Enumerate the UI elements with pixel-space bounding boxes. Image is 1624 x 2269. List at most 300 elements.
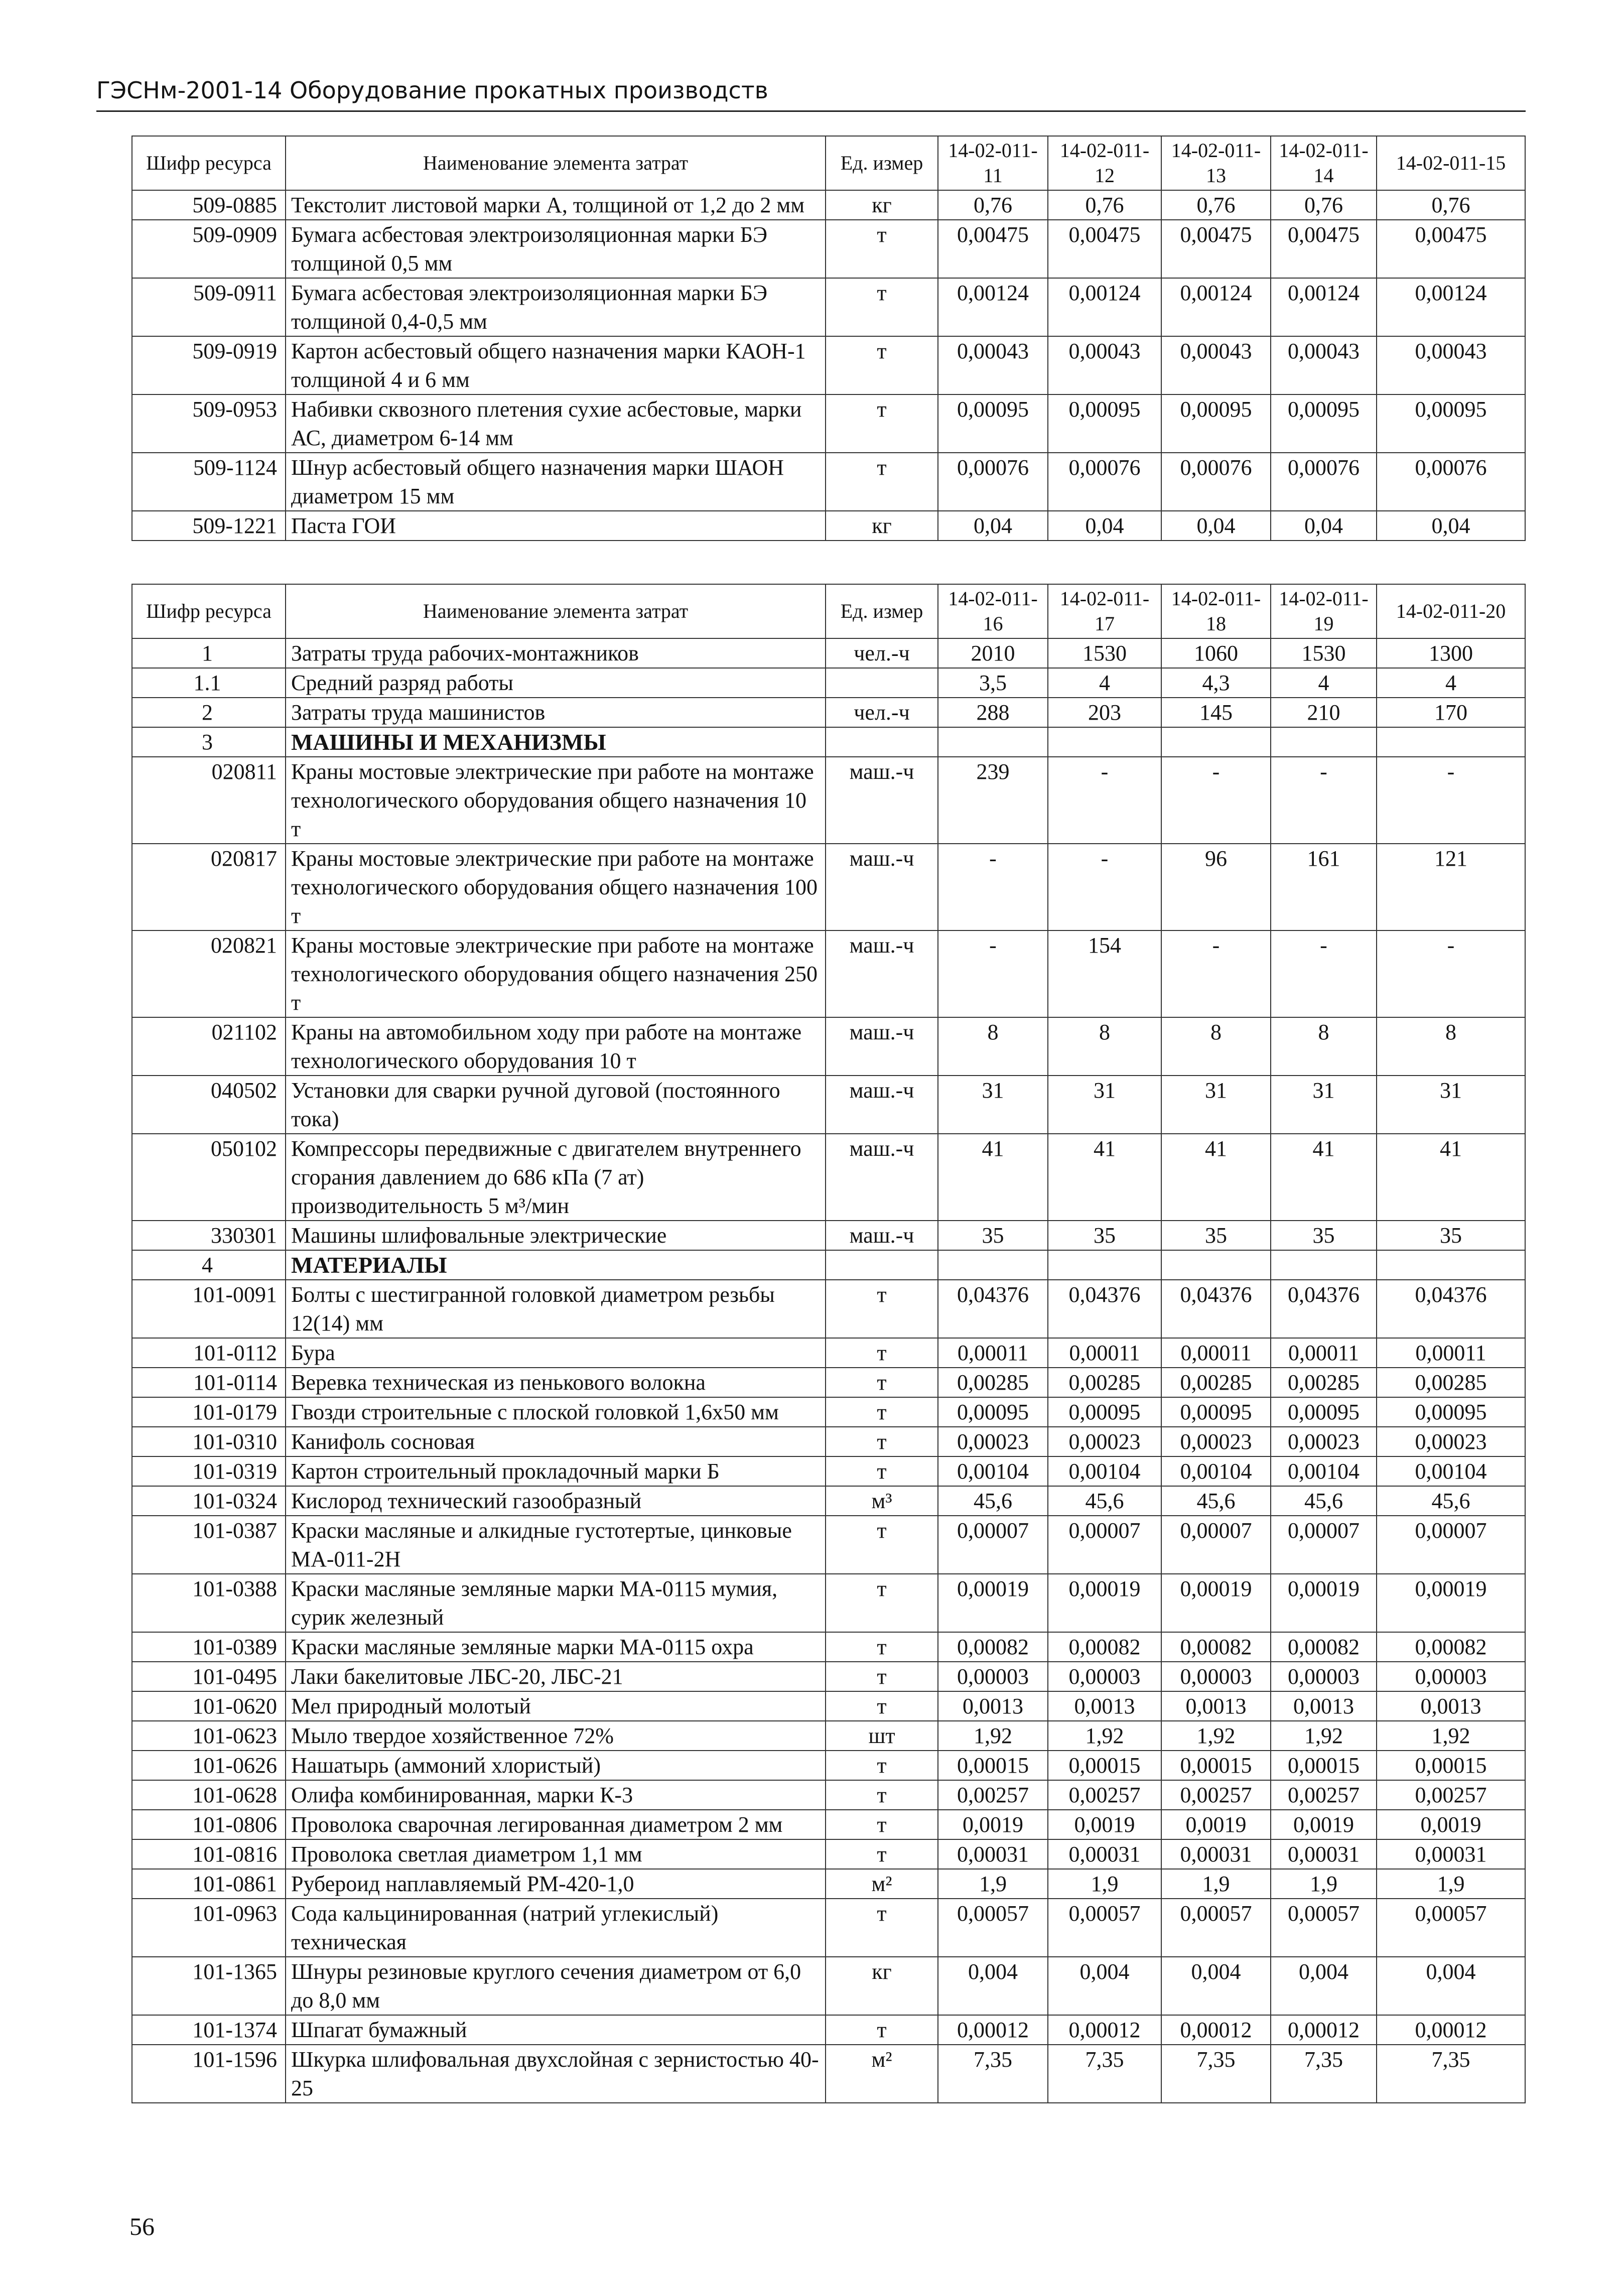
value-cell: 0,00095 bbox=[1048, 1397, 1161, 1427]
value-cell: 0,00124 bbox=[1161, 278, 1271, 336]
value-cell: 170 bbox=[1377, 698, 1525, 727]
unit-cell: маш.-ч bbox=[826, 1076, 938, 1134]
resource-code-cell: 509-0885 bbox=[132, 190, 286, 220]
value-cell: 0,00057 bbox=[1377, 1899, 1525, 1957]
value-cell: 0,00023 bbox=[1271, 1427, 1377, 1456]
resource-name-cell: Компрессоры передвижные с двигателем внутреннего сгорания давлением до 686 кПа (7 ат) производительность 5 м³/мин bbox=[286, 1134, 826, 1221]
value-cell: 8 bbox=[938, 1017, 1048, 1076]
value-cell bbox=[1271, 1250, 1377, 1280]
value-cell: 0,00019 bbox=[938, 1574, 1048, 1632]
page-number: 56 bbox=[129, 2212, 155, 2240]
table-row bbox=[132, 453, 1525, 511]
resource-code-cell: 101-0816 bbox=[132, 1839, 286, 1869]
value-cell: 0,00057 bbox=[1161, 1899, 1271, 1957]
value-cell: 0,00007 bbox=[1271, 1516, 1377, 1574]
resource-code-cell: 101-0620 bbox=[132, 1691, 286, 1721]
value-cell: 0,00007 bbox=[1048, 1516, 1161, 1574]
resource-code-cell: 1.1 bbox=[132, 668, 286, 698]
resource-name-cell: Сода кальцинированная (натрий углекислый) техническая bbox=[286, 1899, 826, 1957]
resource-name-cell: Машины шлифовальные электрические bbox=[286, 1221, 826, 1250]
unit-cell: кг bbox=[826, 190, 938, 220]
unit-cell: т bbox=[826, 1456, 938, 1486]
value-cell: - bbox=[1377, 930, 1525, 1017]
resource-name-cell: Затраты труда машинистов bbox=[286, 698, 826, 727]
value-cell: 0,0013 bbox=[1377, 1691, 1525, 1721]
value-cell: 0,00019 bbox=[1271, 1574, 1377, 1632]
resource-code-cell: 509-0911 bbox=[132, 278, 286, 336]
value-cell: 0,00124 bbox=[938, 278, 1048, 336]
value-cell: - bbox=[1161, 757, 1271, 844]
resource-name-cell: Паста ГОИ bbox=[286, 511, 826, 541]
table-row bbox=[132, 1839, 1525, 1869]
value-cell: 0,00003 bbox=[1271, 1662, 1377, 1691]
value-cell: 31 bbox=[1271, 1076, 1377, 1134]
table-row bbox=[132, 1691, 1525, 1721]
resource-code-cell: 040502 bbox=[132, 1076, 286, 1134]
table-row bbox=[132, 1810, 1525, 1839]
value-cell: 0,00257 bbox=[1161, 1780, 1271, 1810]
value-cell: 0,00082 bbox=[938, 1632, 1048, 1662]
resource-code-cell: 4 bbox=[132, 1250, 286, 1280]
value-cell: - bbox=[1161, 930, 1271, 1017]
value-cell: 145 bbox=[1161, 698, 1271, 727]
table-row bbox=[132, 511, 1525, 541]
value-cell: 1,9 bbox=[1048, 1869, 1161, 1899]
value-cell: 7,35 bbox=[1048, 2045, 1161, 2103]
value-cell: 0,00023 bbox=[1048, 1427, 1161, 1456]
value-cell: 1,9 bbox=[938, 1869, 1048, 1899]
table-row bbox=[132, 1869, 1525, 1899]
resource-name-cell: Картон строительный прокладочный марки Б bbox=[286, 1456, 826, 1486]
value-cell: 0,00011 bbox=[1271, 1338, 1377, 1368]
value-cell: 0,0013 bbox=[1161, 1691, 1271, 1721]
table-row bbox=[132, 1662, 1525, 1691]
table-row bbox=[132, 1456, 1525, 1486]
section-row bbox=[132, 1250, 1525, 1280]
resource-name-cell: Краски масляные земляные марки МА-0115 мумия, сурик железный bbox=[286, 1574, 826, 1632]
value-cell: 154 bbox=[1048, 930, 1161, 1017]
resource-code-cell: 509-0909 bbox=[132, 220, 286, 278]
value-cell: 0,00011 bbox=[938, 1338, 1048, 1368]
value-cell: 1,92 bbox=[1377, 1721, 1525, 1751]
resource-name-cell: Краны мостовые электрические при работе на монтаже технологического оборудования общего назначения 10 т bbox=[286, 757, 826, 844]
value-cell: 45,6 bbox=[1161, 1486, 1271, 1516]
resource-code-cell: 020811 bbox=[132, 757, 286, 844]
value-cell: 0,00076 bbox=[1271, 453, 1377, 511]
value-cell: - bbox=[1271, 930, 1377, 1017]
value-cell: 0,00257 bbox=[938, 1780, 1048, 1810]
table-2-body bbox=[132, 638, 1525, 2103]
unit-cell: т bbox=[826, 1397, 938, 1427]
value-cell: 0,04 bbox=[1048, 511, 1161, 541]
value-cell: 0,00475 bbox=[1161, 220, 1271, 278]
value-cell bbox=[1048, 1250, 1161, 1280]
value-cell: 203 bbox=[1048, 698, 1161, 727]
resource-code-cell: 101-0319 bbox=[132, 1456, 286, 1486]
value-cell: 0,00475 bbox=[1048, 220, 1161, 278]
value-cell: 0,04 bbox=[1271, 511, 1377, 541]
resource-table-1 bbox=[131, 136, 1525, 541]
resource-name-cell: Болты с шестигранной головкой диаметром резьбы 12(14) мм bbox=[286, 1280, 826, 1338]
value-cell: 45,6 bbox=[938, 1486, 1048, 1516]
resource-name-cell: Канифоль сосновая bbox=[286, 1427, 826, 1456]
unit-cell bbox=[826, 1250, 938, 1280]
column-header-norm: 14-02-011-13 bbox=[1161, 136, 1271, 190]
table-1-body bbox=[132, 190, 1525, 541]
value-cell: 31 bbox=[938, 1076, 1048, 1134]
unit-cell: т bbox=[826, 453, 938, 511]
value-cell: 0,00012 bbox=[1377, 2015, 1525, 2045]
value-cell: 0,00104 bbox=[1161, 1456, 1271, 1486]
value-cell: 0,00023 bbox=[1161, 1427, 1271, 1456]
unit-cell: т bbox=[826, 1574, 938, 1632]
value-cell: 0,04 bbox=[1161, 511, 1271, 541]
resource-name-cell: Лаки бакелитовые ЛБС-20, ЛБС-21 bbox=[286, 1662, 826, 1691]
value-cell: 0,76 bbox=[938, 190, 1048, 220]
unit-cell: маш.-ч bbox=[826, 757, 938, 844]
value-cell: 35 bbox=[1048, 1221, 1161, 1250]
value-cell: 7,35 bbox=[1271, 2045, 1377, 2103]
section-title: МАШИНЫ И МЕХАНИЗМЫ bbox=[286, 727, 826, 757]
resource-code-cell: 101-0091 bbox=[132, 1280, 286, 1338]
value-cell: 0,00285 bbox=[938, 1368, 1048, 1397]
resource-code-cell: 101-0495 bbox=[132, 1662, 286, 1691]
resource-name-cell: Картон асбестовый общего назначения марки КАОН-1 толщиной 4 и 6 мм bbox=[286, 336, 826, 394]
unit-cell: м² bbox=[826, 1869, 938, 1899]
value-cell: 45,6 bbox=[1048, 1486, 1161, 1516]
resource-name-cell: Текстолит листовой марки А, толщиной от 1,2 до 2 мм bbox=[286, 190, 826, 220]
value-cell: 0,004 bbox=[1377, 1957, 1525, 2015]
value-cell: 0,00082 bbox=[1271, 1632, 1377, 1662]
table-row bbox=[132, 757, 1525, 844]
unit-cell bbox=[826, 727, 938, 757]
table-row bbox=[132, 1486, 1525, 1516]
value-cell: 0,00007 bbox=[1161, 1516, 1271, 1574]
value-cell: 288 bbox=[938, 698, 1048, 727]
resource-name-cell: Шпагат бумажный bbox=[286, 2015, 826, 2045]
resource-name-cell: Средний разряд работы bbox=[286, 668, 826, 698]
value-cell: 0,00007 bbox=[1377, 1516, 1525, 1574]
unit-cell: т bbox=[826, 1368, 938, 1397]
value-cell: 1530 bbox=[1048, 638, 1161, 668]
resource-name-cell: Краны на автомобильном ходу при работе на монтаже технологического оборудования 10 т bbox=[286, 1017, 826, 1076]
resource-code-cell: 101-1365 bbox=[132, 1957, 286, 2015]
resource-code-cell: 101-0112 bbox=[132, 1338, 286, 1368]
unit-cell: чел.-ч bbox=[826, 698, 938, 727]
value-cell: 0,0019 bbox=[1048, 1810, 1161, 1839]
resource-name-cell: Краски масляные земляные марки МА-0115 охра bbox=[286, 1632, 826, 1662]
unit-cell: т bbox=[826, 2015, 938, 2045]
value-cell: 0,04376 bbox=[1377, 1280, 1525, 1338]
value-cell: 0,00012 bbox=[1161, 2015, 1271, 2045]
resource-name-cell: Краны мостовые электрические при работе на монтаже технологического оборудования общего назначения 100 т bbox=[286, 844, 826, 930]
value-cell: 0,00031 bbox=[1271, 1839, 1377, 1869]
resource-code-cell: 101-0806 bbox=[132, 1810, 286, 1839]
value-cell: 0,00043 bbox=[1161, 336, 1271, 394]
unit-cell: т bbox=[826, 1810, 938, 1839]
resource-code-cell: 020821 bbox=[132, 930, 286, 1017]
unit-cell: т bbox=[826, 336, 938, 394]
value-cell: 0,00095 bbox=[938, 394, 1048, 453]
value-cell: 0,0019 bbox=[938, 1810, 1048, 1839]
value-cell: 0,0019 bbox=[1377, 1810, 1525, 1839]
value-cell bbox=[1161, 727, 1271, 757]
resource-code-cell: 101-0389 bbox=[132, 1632, 286, 1662]
table-2-header-row bbox=[132, 584, 1525, 638]
resource-name-cell: Гвозди строительные с плоской головкой 1,6х50 мм bbox=[286, 1397, 826, 1427]
value-cell: 0,00104 bbox=[1048, 1456, 1161, 1486]
value-cell: 0,00104 bbox=[1377, 1456, 1525, 1486]
table-row bbox=[132, 1221, 1525, 1250]
value-cell: 0,00015 bbox=[1048, 1751, 1161, 1780]
resource-name-cell: Установки для сварки ручной дуговой (постоянного тока) bbox=[286, 1076, 826, 1134]
table-row bbox=[132, 1427, 1525, 1456]
unit-cell bbox=[826, 668, 938, 698]
value-cell: 1,92 bbox=[938, 1721, 1048, 1751]
resource-code-cell: 050102 bbox=[132, 1134, 286, 1221]
column-header-norm: 14-02-011-15 bbox=[1377, 136, 1525, 190]
value-cell: 1,9 bbox=[1377, 1869, 1525, 1899]
unit-cell: т bbox=[826, 1839, 938, 1869]
resource-name-cell: Кислород технический газообразный bbox=[286, 1486, 826, 1516]
value-cell: 0,00043 bbox=[1271, 336, 1377, 394]
value-cell bbox=[1048, 727, 1161, 757]
resource-code-cell: 101-0324 bbox=[132, 1486, 286, 1516]
column-header-norm: 14-02-011-19 bbox=[1271, 584, 1377, 638]
value-cell: 35 bbox=[1377, 1221, 1525, 1250]
value-cell: 0,00031 bbox=[1377, 1839, 1525, 1869]
table-row bbox=[132, 1574, 1525, 1632]
value-cell: 0,00082 bbox=[1048, 1632, 1161, 1662]
column-header-norm: 14-02-011-12 bbox=[1048, 136, 1161, 190]
value-cell bbox=[1271, 727, 1377, 757]
resource-name-cell: Мел природный молотый bbox=[286, 1691, 826, 1721]
resource-code-cell: 509-1124 bbox=[132, 453, 286, 511]
unit-cell: т bbox=[826, 394, 938, 453]
value-cell: 35 bbox=[1271, 1221, 1377, 1250]
section-title: МАТЕРИАЛЫ bbox=[286, 1250, 826, 1280]
value-cell: 8 bbox=[1271, 1017, 1377, 1076]
value-cell: 0,00012 bbox=[1048, 2015, 1161, 2045]
value-cell: 0,00257 bbox=[1048, 1780, 1161, 1810]
unit-cell: кг bbox=[826, 1957, 938, 2015]
table-row bbox=[132, 2015, 1525, 2045]
value-cell: 0,00043 bbox=[1048, 336, 1161, 394]
resource-code-cell: 020817 bbox=[132, 844, 286, 930]
value-cell: 0,76 bbox=[1048, 190, 1161, 220]
table-row bbox=[132, 1780, 1525, 1810]
value-cell: 0,0013 bbox=[938, 1691, 1048, 1721]
value-cell: 0,00031 bbox=[1161, 1839, 1271, 1869]
resource-name-cell: Рубероид наплавляемый РМ-420-1,0 bbox=[286, 1869, 826, 1899]
value-cell: 4 bbox=[1048, 668, 1161, 698]
value-cell bbox=[938, 727, 1048, 757]
table-row bbox=[132, 2045, 1525, 2103]
column-header-code: Шифр ресурса bbox=[132, 136, 286, 190]
value-cell: 0,00475 bbox=[938, 220, 1048, 278]
resource-code-cell: 101-0310 bbox=[132, 1427, 286, 1456]
value-cell: - bbox=[1048, 757, 1161, 844]
table-row bbox=[132, 190, 1525, 220]
value-cell: 239 bbox=[938, 757, 1048, 844]
unit-cell: т bbox=[826, 1751, 938, 1780]
column-header-norm: 14-02-011-16 bbox=[938, 584, 1048, 638]
table-1-header-row bbox=[132, 136, 1525, 190]
resource-name-cell: Проволока светлая диаметром 1,1 мм bbox=[286, 1839, 826, 1869]
value-cell: 0,76 bbox=[1161, 190, 1271, 220]
unit-cell: м² bbox=[826, 2045, 938, 2103]
value-cell: 41 bbox=[1048, 1134, 1161, 1221]
value-cell: 0,04376 bbox=[938, 1280, 1048, 1338]
value-cell: 1,9 bbox=[1271, 1869, 1377, 1899]
column-header-unit: Ед. измер bbox=[826, 584, 938, 638]
resource-name-cell: Олифа комбинированная, марки К-3 bbox=[286, 1780, 826, 1810]
value-cell: 0,04376 bbox=[1048, 1280, 1161, 1338]
value-cell: - bbox=[938, 844, 1048, 930]
value-cell: 0,0013 bbox=[1048, 1691, 1161, 1721]
value-cell: 35 bbox=[938, 1221, 1048, 1250]
value-cell: 0,00019 bbox=[1377, 1574, 1525, 1632]
resource-code-cell: 1 bbox=[132, 638, 286, 668]
value-cell: 7,35 bbox=[938, 2045, 1048, 2103]
value-cell: 1,92 bbox=[1161, 1721, 1271, 1751]
resource-name-cell: Краски масляные и алкидные густотертые, цинковые МА-011-2Н bbox=[286, 1516, 826, 1574]
resource-code-cell: 101-0626 bbox=[132, 1751, 286, 1780]
value-cell: 0,00011 bbox=[1377, 1338, 1525, 1368]
unit-cell: т bbox=[826, 220, 938, 278]
value-cell: 0,00003 bbox=[1377, 1662, 1525, 1691]
unit-cell: м³ bbox=[826, 1486, 938, 1516]
value-cell: 0,00057 bbox=[1048, 1899, 1161, 1957]
resource-table-2 bbox=[131, 584, 1525, 2103]
value-cell: 0,00095 bbox=[1377, 394, 1525, 453]
value-cell: 0,00475 bbox=[1377, 220, 1525, 278]
value-cell: 0,00124 bbox=[1377, 278, 1525, 336]
value-cell: 0,00104 bbox=[938, 1456, 1048, 1486]
value-cell: 31 bbox=[1048, 1076, 1161, 1134]
value-cell: 0,004 bbox=[1161, 1957, 1271, 2015]
value-cell: 0,00012 bbox=[1271, 2015, 1377, 2045]
value-cell: 0,00031 bbox=[938, 1839, 1048, 1869]
resource-code-cell: 101-0628 bbox=[132, 1780, 286, 1810]
resource-name-cell: Шкурка шлифовальная двухслойная с зернистостью 40-25 bbox=[286, 2045, 826, 2103]
table-row bbox=[132, 1017, 1525, 1076]
table-row bbox=[132, 1516, 1525, 1574]
value-cell: 0,00015 bbox=[1377, 1751, 1525, 1780]
section-row bbox=[132, 727, 1525, 757]
value-cell: 8 bbox=[1161, 1017, 1271, 1076]
resource-code-cell: 509-1221 bbox=[132, 511, 286, 541]
value-cell: 0,04 bbox=[938, 511, 1048, 541]
table-row bbox=[132, 1957, 1525, 2015]
table-row bbox=[132, 1368, 1525, 1397]
value-cell: 35 bbox=[1161, 1221, 1271, 1250]
resource-code-cell: 021102 bbox=[132, 1017, 286, 1076]
resource-name-cell: Веревка техническая из пенькового волокна bbox=[286, 1368, 826, 1397]
unit-cell: т bbox=[826, 1427, 938, 1456]
value-cell: 0,76 bbox=[1271, 190, 1377, 220]
value-cell: 0,00095 bbox=[1161, 1397, 1271, 1427]
value-cell: 0,00023 bbox=[1377, 1427, 1525, 1456]
value-cell: 0,00257 bbox=[1377, 1780, 1525, 1810]
value-cell: 1300 bbox=[1377, 638, 1525, 668]
value-cell: 7,35 bbox=[1161, 2045, 1271, 2103]
resource-name-cell: Нашатырь (аммоний хлористый) bbox=[286, 1751, 826, 1780]
value-cell: - bbox=[1377, 757, 1525, 844]
table-row bbox=[132, 844, 1525, 930]
value-cell: 0,00124 bbox=[1048, 278, 1161, 336]
unit-cell: т bbox=[826, 1780, 938, 1810]
value-cell: 0,00076 bbox=[1377, 453, 1525, 511]
column-header-unit: Ед. измер bbox=[826, 136, 938, 190]
value-cell: - bbox=[1048, 844, 1161, 930]
unit-cell: т bbox=[826, 1899, 938, 1957]
value-cell: 0,00015 bbox=[1271, 1751, 1377, 1780]
unit-cell: маш.-ч bbox=[826, 1017, 938, 1076]
value-cell: 0,04376 bbox=[1271, 1280, 1377, 1338]
resource-code-cell: 3 bbox=[132, 727, 286, 757]
column-header-code: Шифр ресурса bbox=[132, 584, 286, 638]
resource-code-cell: 509-0919 bbox=[132, 336, 286, 394]
value-cell: 0,00011 bbox=[1161, 1338, 1271, 1368]
header-divider bbox=[96, 110, 1526, 112]
value-cell: 45,6 bbox=[1377, 1486, 1525, 1516]
table-row bbox=[132, 698, 1525, 727]
value-cell: 0,00057 bbox=[1271, 1899, 1377, 1957]
resource-name-cell: Бумага асбестовая электроизоляционная марки БЭ толщиной 0,5 мм bbox=[286, 220, 826, 278]
resource-name-cell: Краны мостовые электрические при работе на монтаже технологического оборудования общего назначения 250 т bbox=[286, 930, 826, 1017]
value-cell bbox=[1161, 1250, 1271, 1280]
resource-name-cell: Набивки сквозного плетения сухие асбестовые, марки АС, диаметром 6-14 мм bbox=[286, 394, 826, 453]
resource-code-cell: 101-0861 bbox=[132, 1869, 286, 1899]
page-header: ГЭСНм-2001-14 Оборудование прокатных производств bbox=[96, 77, 768, 104]
value-cell: 0,004 bbox=[1048, 1957, 1161, 2015]
resource-code-cell: 509-0953 bbox=[132, 394, 286, 453]
table-row bbox=[132, 220, 1525, 278]
unit-cell: маш.-ч bbox=[826, 930, 938, 1017]
value-cell: 31 bbox=[1161, 1076, 1271, 1134]
table-row bbox=[132, 1397, 1525, 1427]
value-cell: 41 bbox=[1271, 1134, 1377, 1221]
value-cell: 0,0019 bbox=[1161, 1810, 1271, 1839]
value-cell: 0,00043 bbox=[1377, 336, 1525, 394]
value-cell: 4 bbox=[1271, 668, 1377, 698]
value-cell: 0,0019 bbox=[1271, 1810, 1377, 1839]
value-cell: 41 bbox=[1377, 1134, 1525, 1221]
value-cell: - bbox=[938, 930, 1048, 1017]
value-cell: 0,00285 bbox=[1161, 1368, 1271, 1397]
value-cell: 0,00095 bbox=[1161, 394, 1271, 453]
resource-code-cell: 101-0114 bbox=[132, 1368, 286, 1397]
value-cell: 0,00104 bbox=[1271, 1456, 1377, 1486]
unit-cell: т bbox=[826, 1280, 938, 1338]
value-cell: 3,5 bbox=[938, 668, 1048, 698]
value-cell: 0,00124 bbox=[1271, 278, 1377, 336]
value-cell: 0,00076 bbox=[938, 453, 1048, 511]
column-header-norm: 14-02-011-11 bbox=[938, 136, 1048, 190]
value-cell: 0,004 bbox=[1271, 1957, 1377, 2015]
table-row bbox=[132, 1751, 1525, 1780]
column-header-norm: 14-02-011-20 bbox=[1377, 584, 1525, 638]
table-row bbox=[132, 278, 1525, 336]
value-cell: 0,00015 bbox=[938, 1751, 1048, 1780]
value-cell: 0,00012 bbox=[938, 2015, 1048, 2045]
table-row bbox=[132, 930, 1525, 1017]
value-cell: 0,76 bbox=[1377, 190, 1525, 220]
resource-code-cell: 101-0179 bbox=[132, 1397, 286, 1427]
resource-name-cell: Затраты труда рабочих-монтажников bbox=[286, 638, 826, 668]
value-cell: 1,9 bbox=[1161, 1869, 1271, 1899]
